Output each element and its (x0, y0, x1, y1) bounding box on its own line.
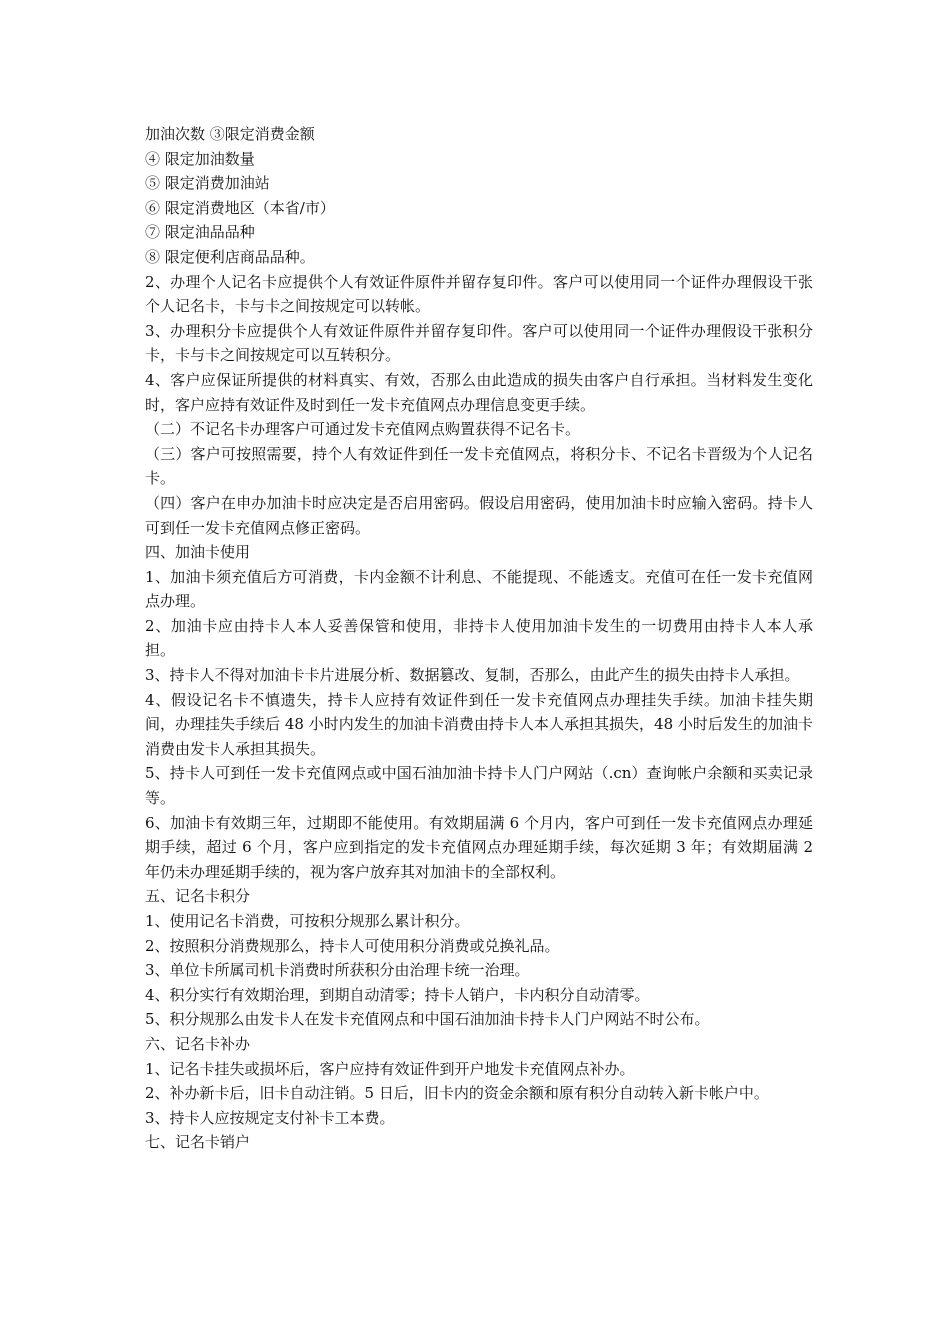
paragraph: （四）客户在申办加油卡时应决定是否启用密码。假设启用密码，使用加油卡时应输入密码。持卡人可到任一发卡充值网点修正密码。 (145, 493, 813, 537)
paragraph: （二）不记名卡办理客户可通过发卡充值网点购置获得不记名卡。 (145, 420, 581, 439)
paragraph: 2、加油卡应由持卡人本人妥善保管和使用，非持卡人使用加油卡发生的一切费用由持卡人本人承担。 (145, 616, 813, 660)
paragraph: 1、记名卡挂失或损坏后，客户应持有效证件到开户地发卡充值网点补办。 (145, 1059, 635, 1078)
paragraph: 3、持卡人应按规定支付补卡工本费。 (145, 1108, 395, 1127)
document-page (145, 122, 813, 1155)
paragraph: 6、加油卡有效期三年，过期即不能使用。有效期届满 6 个月内，客户可到任一发卡充值网点办理延期手续，超过 6 个月，客户应到指定的发卡充值网点办理延期手续，每次延期 3 年；有效期届满 2 年仍未办理延期手续的，视为客户放弃其对加油卡的全部权利。 (145, 813, 813, 881)
paragraph: 1、使用记名卡消费，可按积分规那么累计积分。 (145, 912, 470, 930)
paragraph: 5、积分规那么由发卡人在发卡充值网点和中国石油加油卡持卡人门户网站不时公布。 (145, 1010, 710, 1029)
paragraph: 加油次数 ③限定消费金额 (145, 125, 315, 143)
paragraph: （三）客户可按照需要，持个人有效证件到任一发卡充值网点，将积分卡、不记名卡晋级为个人记名卡。 (145, 444, 813, 488)
paragraph: ⑧ 限定便利店商品品种。 (145, 247, 315, 266)
section-heading: 四、加油卡使用 (145, 543, 251, 562)
section-heading: 七、记名卡销户 (145, 1133, 251, 1152)
paragraph: 3、持卡人不得对加油卡卡片进展分析、数据篡改、复制，否那么，由此产生的损失由持卡人承担。 (145, 666, 800, 685)
paragraph: 2、按照积分消费规那么，持卡人可使用积分消费或兑换礼品。 (145, 936, 560, 955)
section-heading: 五、记名卡积分 (145, 887, 251, 906)
paragraph: 2、办理个人记名卡应提供个人有效证件原件并留存复印件。客户可以使用同一个证件办理假设干张个人记名卡，卡与卡之间按规定可以转帐。 (145, 272, 813, 316)
paragraph: 4、积分实行有效期治理，到期自动清零；持卡人销户，卡内积分自动清零。 (145, 985, 650, 1004)
section-heading: 六、记名卡补办 (145, 1034, 251, 1053)
paragraph: 3、办理积分卡应提供个人有效证件原件并留存复印件。客户可以使用同一个证件办理假设干张积分卡，卡与卡之间按规定可以互转积分。 (145, 321, 813, 365)
paragraph: 3、单位卡所属司机卡消费时所获积分由治理卡统一治理。 (145, 961, 530, 980)
paragraph: 5、持卡人可到任一发卡充值网点或中国石油加油卡持卡人门户网站（.cn）查询帐户余额和买卖记录等。 (145, 764, 813, 808)
paragraph: 4、假设记名卡不慎遗失，持卡人应持有效证件到任一发卡充值网点办理挂失手续。加油卡挂失期间，办理挂失手续后 48 小时内发生的加油卡消费由持卡人本人承担其损失，48 小时后发生的加油卡消费由发卡人承担其损失。 (145, 690, 813, 758)
paragraph: ④ 限定加油数量 (145, 149, 255, 168)
paragraph: 1、加油卡须充值后方可消费，卡内金额不计利息、不能提现、不能透支。充值可在任一发卡充值网点办理。 (145, 567, 813, 611)
paragraph: 2、补办新卡后，旧卡自动注销。5 日后，旧卡内的资金余额和原有积分自动转入新卡帐户中。 (145, 1084, 769, 1103)
paragraph: ⑤ 限定消费加油站 (145, 174, 270, 193)
paragraph: ⑦ 限定油品品种 (145, 223, 255, 242)
paragraph: 4、客户应保证所提供的材料真实、有效，否那么由此造成的损失由客户自行承担。当材料发生变化时，客户应持有效证件及时到任一发卡充值网点办理信息变更手续。 (145, 370, 813, 414)
paragraph: ⑥ 限定消费地区（本省/市） (145, 198, 335, 217)
